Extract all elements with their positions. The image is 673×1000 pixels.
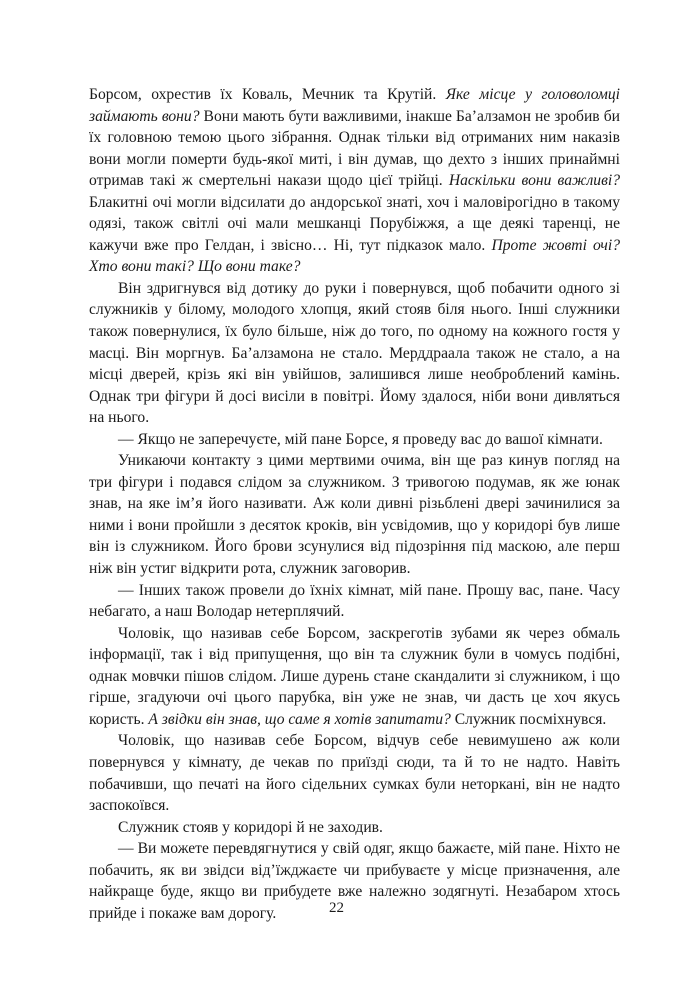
- text-run: — Інших також провели до їхніх кімнат, мій пане. Прошу вас, пане. Часу небагато, а наш Володар нетерплячий.: [89, 581, 620, 621]
- paragraph: [89, 623, 620, 731]
- page-body: [89, 84, 620, 924]
- paragraph: [89, 278, 620, 429]
- text-run: Блакитні очі могли відсилати до андорської знаті, хоч і маловірогідно в такому одязі, також світлі очі мали мешканці Порубіжжя, а ще деякі таренці, не кажучи вже про Гелдан, і звісно… Ні, тут підказок мало.: [89, 193, 620, 254]
- text-run: — Якщо не заперечуєте, мій пане Борсе, я проведу вас до вашої кімнати.: [118, 430, 603, 448]
- italic-text: А звідки він знав, що саме я хотів запитати?: [148, 710, 451, 728]
- italic-text: Наскільки вони важливі?: [448, 172, 620, 190]
- text-run: Чоловік, що називав себе Борсом, відчув себе невимушено аж коли повернувся у кімнату, де чекав по приїзді сюди, та й то не надто. Навіть побачивши, що печаті на його сідельних сумках були неторкані, він не надто заспокоївся.: [89, 732, 620, 815]
- text-run: Служник стояв у коридорі й не заходив.: [118, 818, 383, 836]
- paragraph: [89, 817, 620, 839]
- text-run: Вони мають бути важливими, інакше Ба’алзамон не зробив би їх головною темою цього зібрання. Однак тільки від отриманих ним наказів вони могли померти будь-якої миті, і він думав, що дехто з інших принаймні отримав такі ж смертельні накази щодо цієї трійці.: [89, 107, 620, 190]
- text-run: Борсом, охрестив їх Коваль, Мечник та Крутій.: [89, 86, 446, 103]
- text-run: Він здригнувся від дотику до руки і повернувся, щоб побачити одного зі служників у білому, молодого хлопця, який стояв біля нього. Інші служники також повернулися, їх було більше, ніж до того, по одному на кожного гостя у масці. Він моргнув. Ба’алзамона не стало. Мерддраала також не стало, а на місці дверей, крізь які він увійшов, залишився лише необроблений камінь. Однак три фігури й досі висіли в повітрі. Йому здалося, ніби вони дивляться на нього.: [89, 279, 620, 427]
- paragraph: [89, 450, 620, 579]
- paragraph: [89, 730, 620, 816]
- text-run: Уникаючи контакту з цими мертвими очима, він ще раз кинув погляд на три фігури і подався слідом за служником. З тривогою подумав, як же юнак знав, на яке ім’я його називати. Аж коли дивні різьблені двері зачинилися за ними і вони пройшли з десяток кроків, він усвідомив, що у коридорі був лише він із служником. Його брови зсунулися від підозріння під маскою, але перш ніж він устиг відкрити рота, служник заговорив.: [89, 452, 620, 578]
- paragraph: [89, 84, 620, 278]
- text-run: Служник посміхнувся.: [450, 710, 607, 728]
- text-run: Чоловік, що називав себе Борсом, заскреготів зубами як через обмаль інформації, так і від припущення, що він та служник були в чомусь подібні, однак мовчки пішов слідом. Лише дурень стане скандалити зі служником, і що гірше, згадуючи очі цього парубка, він уже не знав, чи дасть це хоч якусь користь.: [89, 624, 620, 728]
- italic-text: Проте жовті очі? Хто вони такі? Що вони таке?: [89, 236, 620, 276]
- italic-text: Яке місце у головоломці займають вони?: [89, 86, 620, 125]
- text-run: — Ви можете перевдягнутися у свій одяг, якщо бажаєте, мій пане. Ніхто не побачить, як ви звідси від’їжджаєте чи прибуваєте у місце призначення, але найкраще буде, якщо ви прибудете вже належно зодягнуті. Незабаром хтось прийде і покаже вам дорогу.: [89, 840, 620, 922]
- page-number: 22: [329, 900, 344, 916]
- paragraph: [89, 429, 620, 451]
- paragraph: [89, 580, 620, 623]
